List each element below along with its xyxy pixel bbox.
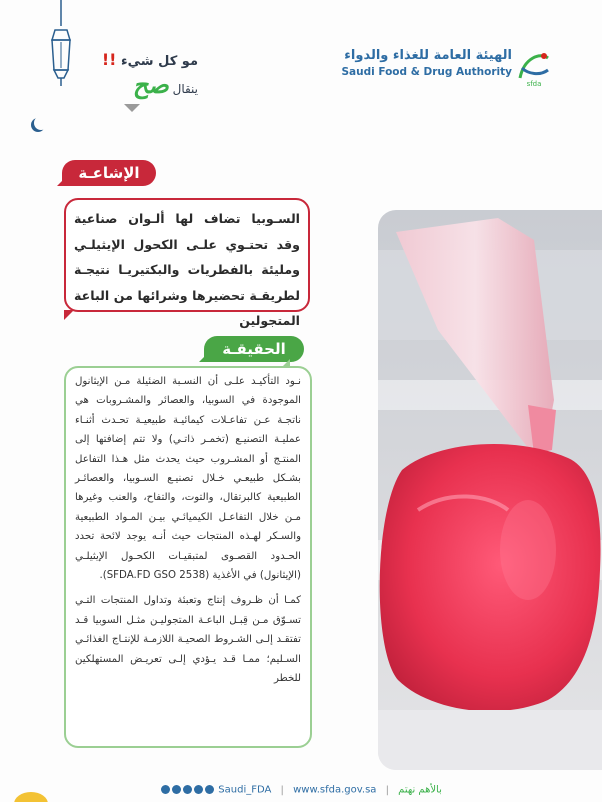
fact-label: الحقيقـة bbox=[204, 336, 304, 362]
logo-english-name: Saudi Food & Drug Authority bbox=[341, 66, 512, 78]
footer bbox=[0, 780, 602, 802]
logo-arabic-name: الهيئة العامة للغذاء والدواء bbox=[344, 48, 512, 63]
slogan-line2 bbox=[78, 71, 198, 99]
logo-mark-text: sfda bbox=[526, 80, 542, 88]
slogan bbox=[78, 50, 198, 99]
lantern-icon bbox=[46, 0, 76, 130]
footer-motto: بالأهم نهتم bbox=[398, 784, 442, 796]
fact-paragraph-2: كمـا أن ظـروف إنتاج وتعبئة وتداول المنتجات التـي تسـوّق مـن قِبـل الباعـة المتجوليـن مثـل السوبيا قـد تفتقـد إلـى الشـروط الصحيـة اللازمـة للإنتـاج الغذائـي السـليم؛ ممـا قـد يـؤدي إلـى تعريـض المستهلكين للخطر bbox=[75, 595, 301, 685]
social-handle[interactable]: Saudi_FDA bbox=[218, 784, 272, 796]
twitter-icon[interactable] bbox=[194, 785, 203, 794]
social-icons bbox=[160, 784, 215, 795]
slogan-text: مو كل شيء bbox=[121, 54, 198, 69]
rumor-text-box bbox=[64, 198, 310, 328]
youtube-icon[interactable] bbox=[172, 785, 181, 794]
instagram-icon[interactable] bbox=[183, 785, 192, 794]
footer-contacts bbox=[0, 784, 602, 796]
slogan-line1 bbox=[78, 50, 198, 69]
footer-divider: | bbox=[280, 784, 284, 796]
fact-text-box bbox=[64, 366, 312, 748]
website-link[interactable]: www.sfda.gov.sa bbox=[293, 784, 377, 796]
crescent-icon bbox=[34, 116, 48, 130]
chevron-down-icon bbox=[124, 104, 140, 112]
sfda-mark-icon bbox=[514, 48, 554, 88]
rumor-label: الإشاعـة bbox=[62, 160, 156, 186]
fact-paragraph-1: نـود التأكيـد علـى أن النسـبة الضئيلة مـن الإيثانول الموجودة في السوبيا، والعصائر والمشـروبات هي ناتجـة عـن تفاعـلات كيمائيـة طبيعيـة تحـدث أثنـاء عمليـة التصنيـع (تخمـر ذاتـي) ولا تتم إضافتها إلى المنتـج أو المشـروب حيث يحدث مثل هـذا التفاعل بشـكل طبيعـي خـلال تصنيـع السـوبيا، والعصائـر الطبيعية كالبرتقال، والتوت، والتفاح، والعنب وغيرها مـن خلال التفاعـل الكيميائـي بيـن المـواد الطبيعية والسـكر لهـذه المنتجات حيث أنـه يوجد لائحة تحدد الحـدود القصـوى لمتبقيـات الكحـول الإيثيلـي (الإيثانول) في الأغذية (SFDA.FD GSO 2538). bbox=[75, 376, 301, 582]
slogan-big-word: صح bbox=[132, 71, 169, 99]
slogan-text-2: ينقال bbox=[172, 82, 198, 96]
snapchat-icon[interactable] bbox=[161, 785, 170, 794]
rumor-text: السـوبيا تضاف لها ألـوان صناعية وقد تحتـوي علـى الكحول الإيثيلـي ومليئة بالفطريات والبكتيريـا نتيجـة لطريقـة تحضيرها وشرائها من الباعة المتجولين bbox=[74, 211, 300, 328]
footer-divider-2: | bbox=[385, 784, 389, 796]
slogan-exclaim: !! bbox=[101, 50, 117, 69]
sfda-logo bbox=[334, 48, 554, 88]
facebook-icon[interactable] bbox=[205, 785, 214, 794]
sobia-bag-photo bbox=[378, 210, 602, 770]
